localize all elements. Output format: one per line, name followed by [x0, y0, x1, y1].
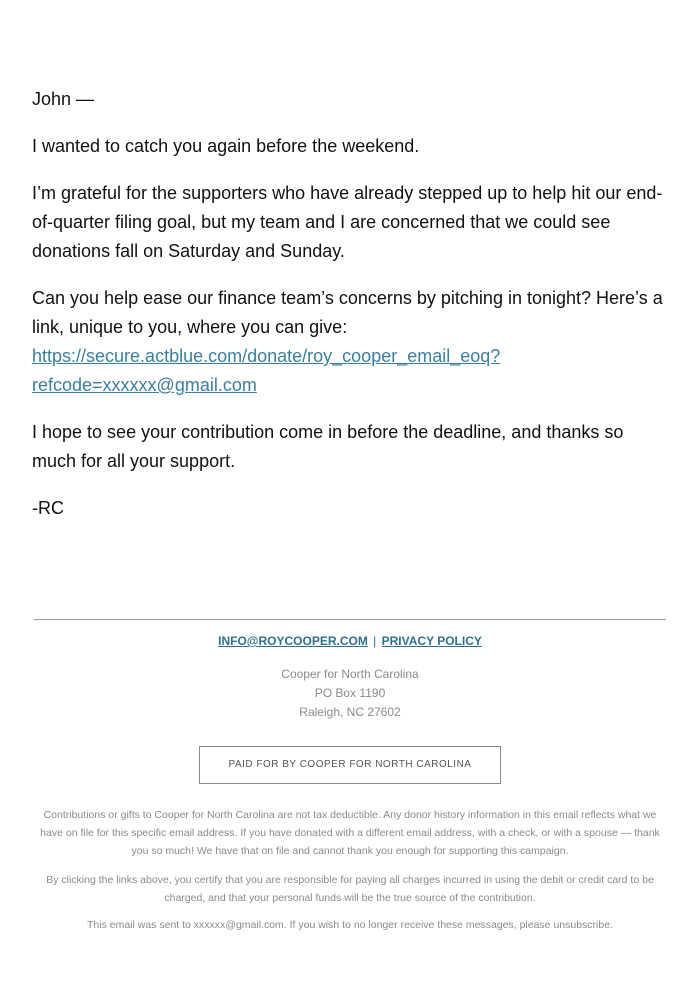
- signature: -RC: [32, 498, 64, 518]
- paragraph-3-text: Can you help ease our finance team’s concerns by pitching in tonight? Here’s a link, unique to you, where you can give:: [32, 288, 663, 337]
- mailing-address: [0, 665, 700, 722]
- donate-link-line-2: refcode=xxxxxx@gmail.com: [32, 375, 257, 395]
- unsubscribe-note[interactable]: This email was sent to xxxxxx@gmail.com. If you wish to no longer receive these messages, please unsubscribe.: [87, 919, 613, 931]
- contact-email-link[interactable]: INFO@ROYCOOPER.COM: [218, 634, 368, 648]
- paragraph-2: I’m grateful for the supporters who have already stepped up to help hit our end-of-quarter filing goal, but my team and I are concerned that we could see donations fall on Saturday and Sunday.: [32, 183, 663, 261]
- footer-link-separator: |: [373, 634, 377, 648]
- address-line-3: Raleigh, NC 27602: [299, 705, 401, 719]
- footer-links: [0, 634, 700, 648]
- address-line-1: Cooper for North Carolina: [281, 667, 419, 681]
- paragraph-4: I hope to see your contribution come in before the deadline, and thanks so much for all your support.: [32, 422, 624, 471]
- payment-certification: By clicking the links above, you certify that you are responsible for paying all charges incurred in using the debit or credit card to be charged, and that your personal funds will be the true source of the contribution.: [46, 874, 654, 904]
- tax-disclaimer: Contributions or gifts to Cooper for North Carolina are not tax deductible. Any donor history information in this email reflects what we have on file for this specific email address. If you have donated with a different email address, with a check, or with a spouse — thank you so much! We have that on file and cannot thank you enough for supporting this campaign.: [40, 809, 660, 857]
- paragraph-1: I wanted to catch you again before the weekend.: [32, 136, 420, 156]
- privacy-policy-link[interactable]: PRIVACY POLICY: [381, 634, 482, 648]
- footer-divider: [34, 619, 666, 620]
- greeting: John —: [32, 89, 95, 109]
- donate-link-line-1: https://secure.actblue.com/donate/roy_cooper_email_eoq?: [32, 346, 501, 366]
- paid-for-disclaimer-box: PAID FOR BY COOPER FOR NORTH CAROLINA: [199, 746, 501, 784]
- paragraph-3: [32, 284, 668, 400]
- donate-link[interactable]: [32, 346, 500, 395]
- address-line-2: PO Box 1190: [314, 686, 386, 700]
- email-body: [32, 85, 668, 541]
